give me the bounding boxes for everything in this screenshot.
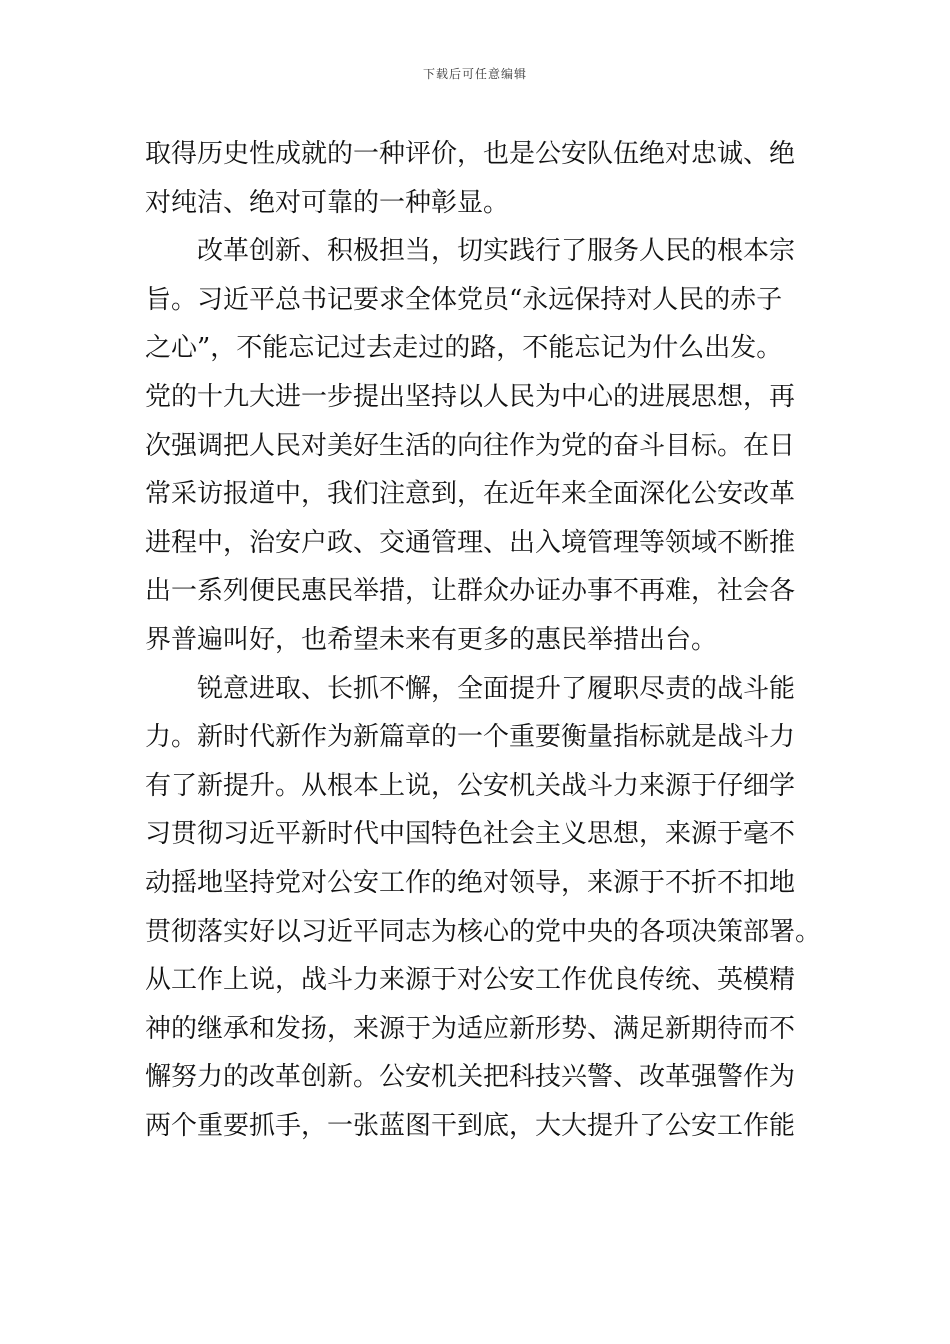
text-line: 次强调把人民对美好生活的向往作为党的奋斗目标。在日 [145,430,796,461]
paragraph-3 [145,665,822,1151]
text-line: 取得历史性成就的一种评价，也是公安队伍绝对忠诚、绝 [145,139,796,169]
text-line: 懈努力的改革创新。公安机关把科技兴警、改革强警作为 [145,1062,796,1093]
text-line: 习贯彻习近平新时代中国特色社会主义思想，来源于毫不 [145,819,796,850]
text-line: 进程中，治安户政、交通管理、出入境管理等领域不断推 [145,527,796,558]
page-header: 下载后可任意编辑 [422,67,527,81]
text-line: 改革创新、积极担当，切实践行了服务人民的根本宗 [197,236,796,267]
text-line: 旨。习近平总书记要求全体党员“永远保持对人民的赤子 [145,284,783,315]
text-line: 常采访报道中，我们注意到，在近年来全面深化公安改革 [145,479,796,510]
text-line: 神的继承和发扬，来源于为适应新形势、满足新期待而不 [145,1013,796,1044]
text-line: 力。新时代新作为新篇章的一个重要衡量指标就是战斗力 [145,722,796,753]
text-line: 界普遍叫好，也希望未来有更多的惠民举措出台。 [145,624,718,655]
text-line: 之心”，不能忘记过去走过的路，不能忘记为什么出发。 [145,333,783,364]
text-line: 对纯洁、绝对可靠的一种彰显。 [145,187,510,218]
paragraph-2 [145,227,805,664]
text-line: 贯彻落实好以习近平同志为核心的党中央的各项决策部署。 [145,916,822,947]
text-line: 两个重要抓手，一张蓝图干到底，大大提升了公安工作能 [145,1110,796,1141]
paragraph-1 [145,130,805,227]
document-body [145,130,822,1150]
text-line: 锐意进取、长抓不懈，全面提升了履职尽责的战斗能 [197,673,796,704]
text-line: 出一系列便民惠民举措，让群众办证办事不再难，社会各 [145,576,796,607]
text-line: 从工作上说，战斗力来源于对公安工作优良传统、英模精 [145,965,796,996]
text-line: 有了新提升。从根本上说，公安机关战斗力来源于仔细学 [145,770,796,801]
text-line: 动摇地坚持党对公安工作的绝对领导，来源于不折不扣地 [145,867,796,898]
text-line: 党的十九大进一步提出坚持以人民为中心的进展思想，再 [145,381,796,412]
